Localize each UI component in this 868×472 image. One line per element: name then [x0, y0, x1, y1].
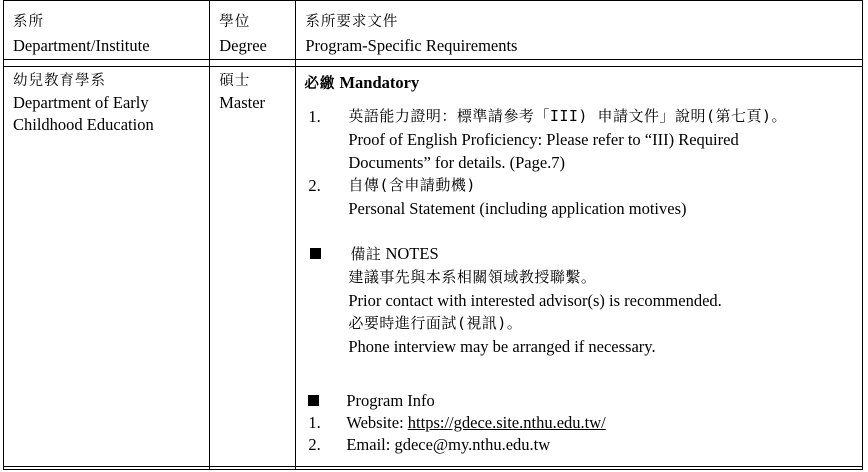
email-value: gdece@my.nthu.edu.tw	[394, 435, 551, 454]
item-zh: 英語能力證明：標準請參考「III) 申請文件」說明(第七頁)。	[348, 107, 788, 125]
item-number: 2.	[308, 176, 321, 195]
header-degree-zh: 學位	[219, 14, 251, 30]
header-degree	[210, 1, 296, 60]
degree-en: Master	[219, 93, 266, 112]
degree-cell	[210, 67, 296, 470]
mandatory-en: Mandatory	[339, 73, 420, 92]
dept-cell	[4, 67, 210, 470]
item-en-line1: Proof of English Proficiency: Please refer to “III) Required	[348, 130, 739, 149]
header-department-en: Department/Institute	[13, 36, 150, 55]
table-bottom-border	[3, 466, 863, 467]
website-item	[304, 412, 862, 434]
square-bullet-icon	[304, 390, 346, 412]
email-item	[304, 434, 862, 456]
header-requirements-zh: 系所要求文件	[305, 14, 399, 30]
header-degree-en: Degree	[219, 36, 267, 55]
item-number: 1.	[308, 107, 321, 126]
dept-name-en-line1: Department of Early	[13, 93, 149, 112]
website-label: Website:	[346, 413, 404, 432]
notes-heading	[304, 242, 862, 266]
requirements-table	[3, 0, 863, 470]
website-number: 1.	[308, 413, 321, 432]
note-line2-zh: 必要時進行面試(視訊)。	[348, 314, 523, 332]
notes-title-zh: 備註	[350, 245, 382, 263]
header-department	[4, 1, 210, 60]
mandatory-zh: 必繳	[304, 76, 336, 92]
note-line1-zh: 建議事先與本系相關領域教授聯繫。	[348, 268, 597, 286]
dept-name-en-line2: Childhood Education	[13, 115, 154, 134]
email-number: 2.	[308, 435, 321, 454]
program-info-heading	[304, 390, 862, 412]
header-department-zh: 系所	[13, 14, 44, 30]
degree-zh: 碩士	[219, 73, 251, 89]
note-line1-en: Prior contact with interested advisor(s) is recommended.	[348, 291, 722, 310]
header-requirements	[296, 1, 863, 60]
table-spacer-row	[4, 60, 863, 67]
dept-name-zh: 幼兒教育學系	[13, 73, 106, 89]
requirements-cell	[296, 67, 863, 470]
item-en-line2: Documents” for details. (Page.7)	[348, 153, 566, 172]
note-line2-en: Phone interview may be arranged if necessary.	[348, 337, 656, 356]
table-header-row	[4, 1, 863, 60]
notes-title-en: NOTES	[385, 244, 439, 263]
email-label: Email:	[346, 435, 391, 454]
mandatory-heading	[304, 72, 862, 95]
header-requirements-en: Program-Specific Requirements	[305, 36, 518, 55]
item-zh: 自傳(含申請動機)	[348, 176, 476, 194]
square-bullet-icon	[304, 242, 350, 266]
list-item	[304, 174, 862, 197]
program-info-title: Program Info	[346, 391, 435, 410]
website-link[interactable]: https://gdece.site.nthu.edu.tw/	[407, 413, 606, 432]
list-item	[304, 105, 862, 128]
item-en-line1: Personal Statement (including application motives)	[348, 199, 687, 218]
table-row	[4, 67, 863, 470]
